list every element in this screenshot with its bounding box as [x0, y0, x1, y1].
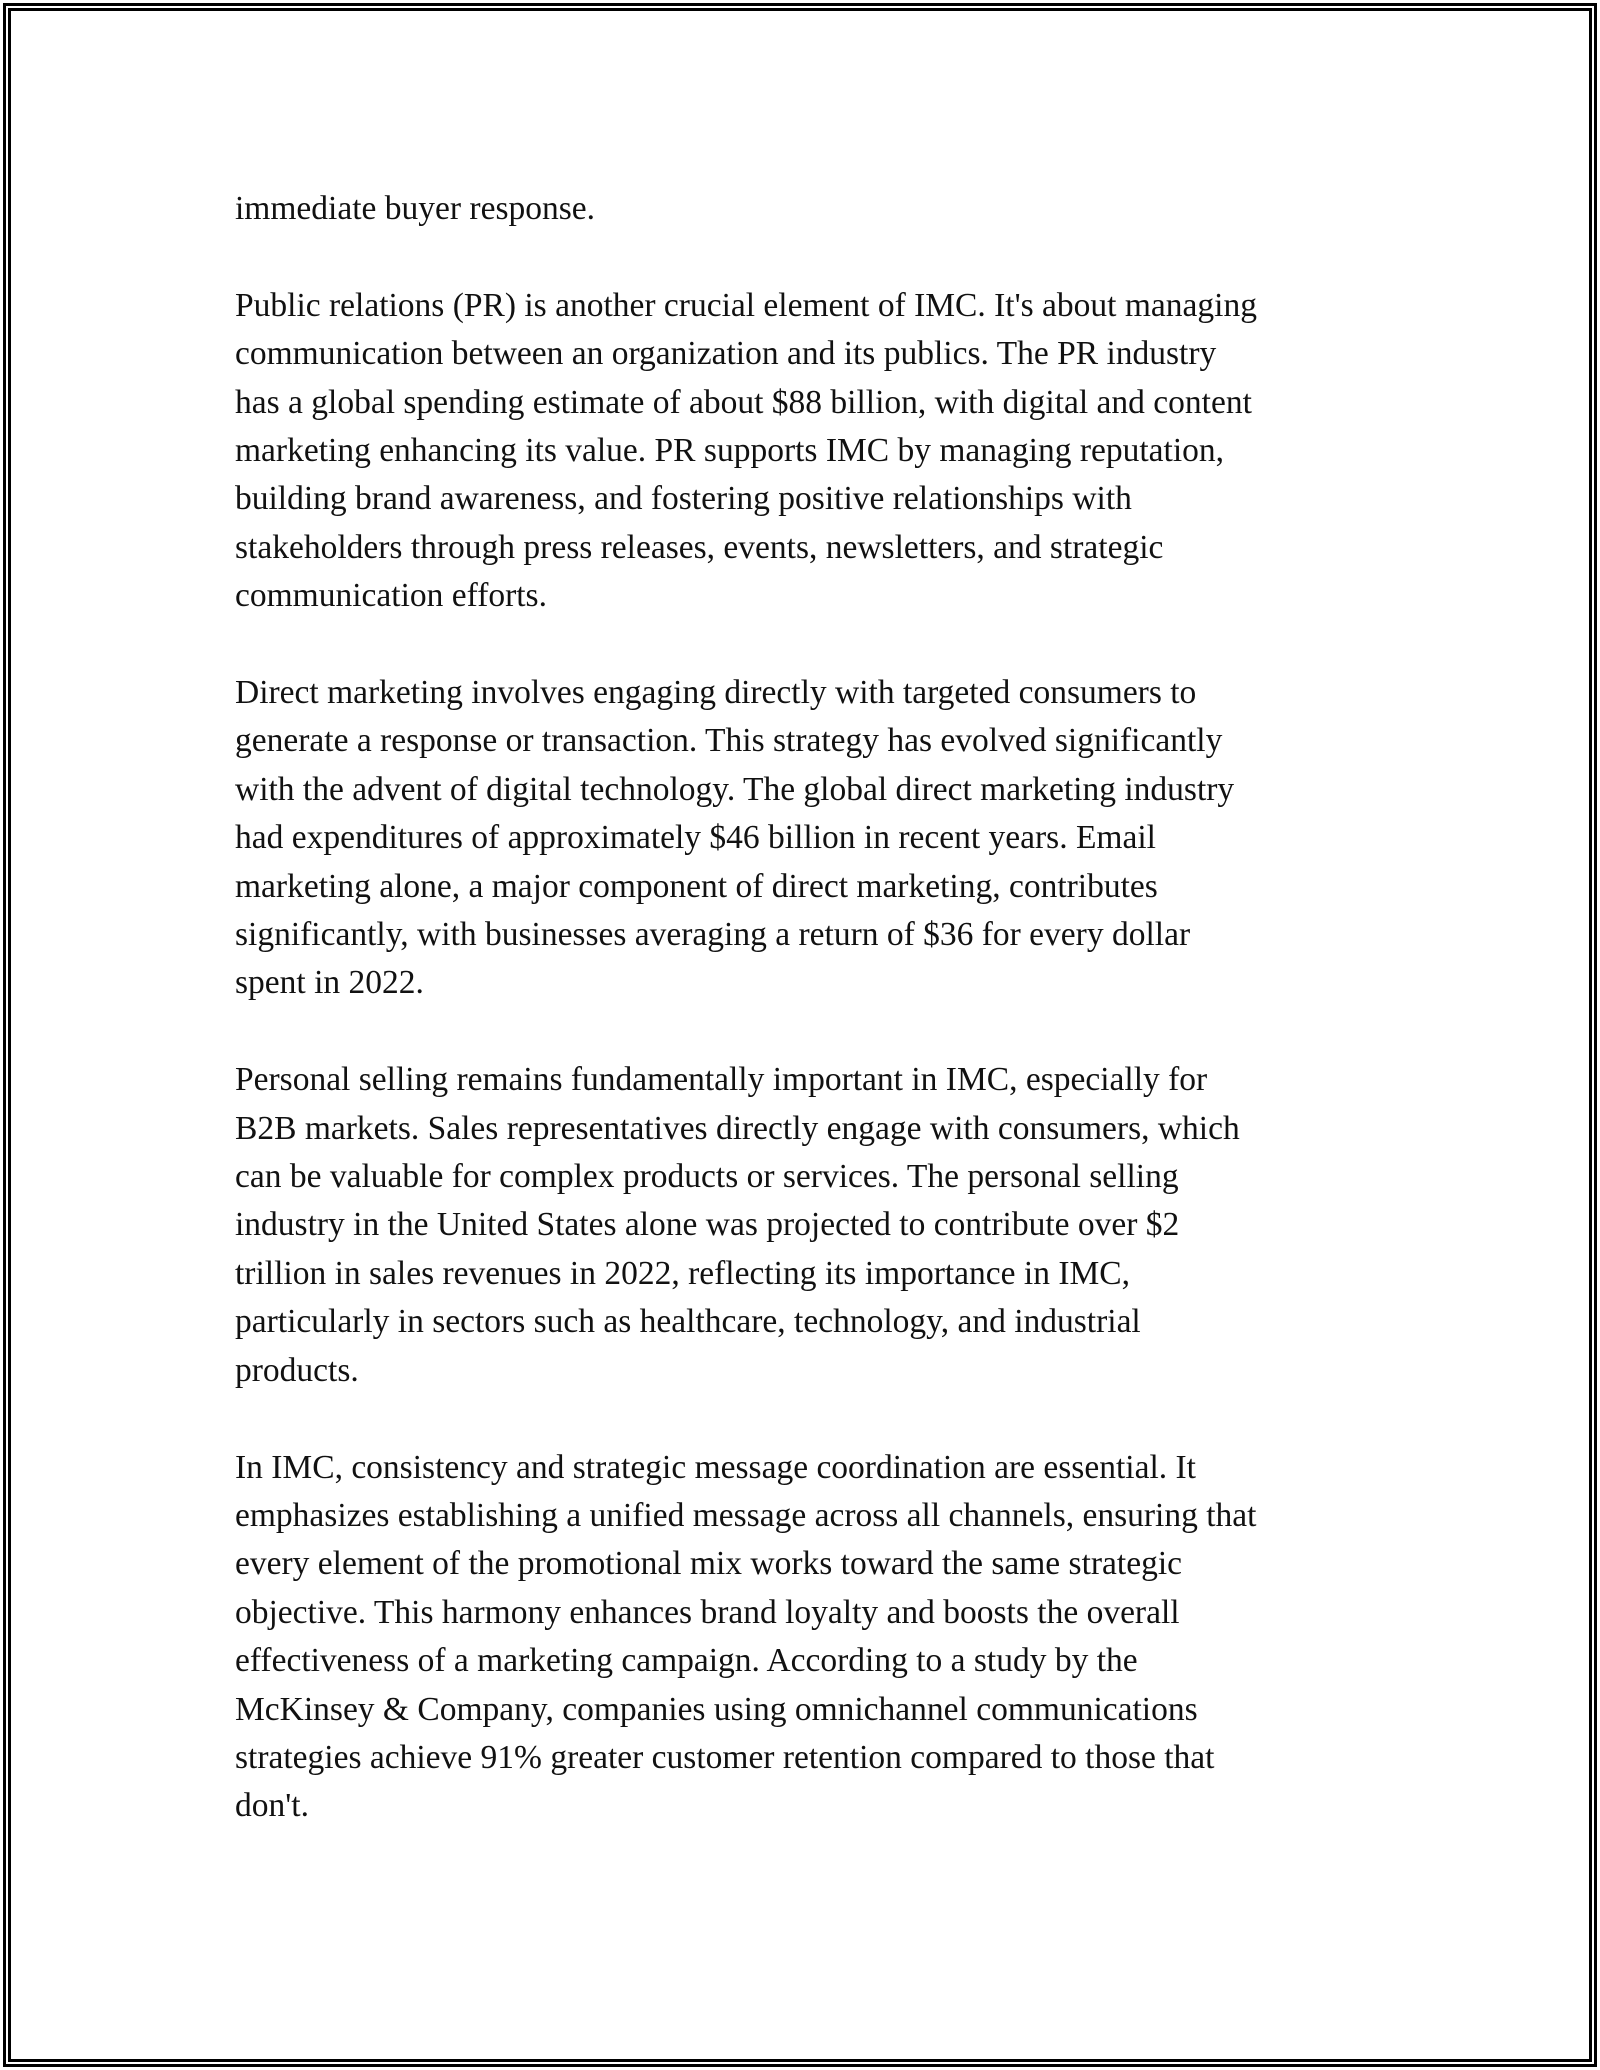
paragraph-direct-marketing: Direct marketing involves engaging directly with targeted consumers to generate a response or transaction. This strategy has evolved significantly with the advent of digital technology. The global direct marketing industry had expenditures of approximately $46 billion in recent years. Email marketing alone, a major component of direct marketing, contributes significantly, with businesses averaging a return of $36 for every dollar spent in 2022.	[235, 674, 1235, 1002]
paragraph-imc-consistency: In IMC, consistency and strategic message coordination are essential. It emphasizes establishing a unified message across all channels, ensuring that every element of the promotional mix works toward the same strategic objective. This harmony enhances brand loyalty and boosts the overall effectiveness of a marketing campaign. According to a study by the McKinsey & Company, companies using omnichannel communications strategies achieve 91% greater customer retention compared to those that don't.	[235, 1448, 1257, 1825]
paragraph-public-relations: Public relations (PR) is another crucial element of IMC. It's about managing communication between an organization and its publics. The PR industry has a global spending estimate of about $88 billion, with digital and content marketing enhancing its value. PR supports IMC by managing reputation, building brand awareness, and fostering positive relationships with stakeholders through press releases, events, newsletters, and strategic communication efforts.	[235, 286, 1257, 615]
document-body	[235, 185, 1365, 1879]
paragraph-continuation: immediate buyer response.	[235, 190, 596, 227]
paragraph-personal-selling: Personal selling remains fundamentally important in IMC, especially for B2B markets. Sales representatives directly engage with consumers, which can be valuable for complex products or services. The personal selling industry in the United States alone was projected to contribute over $2 trillion in sales revenues in 2022, reflecting its importance in IMC, particularly in sectors such as healthcare, technology, and industrial products.	[235, 1061, 1240, 1389]
